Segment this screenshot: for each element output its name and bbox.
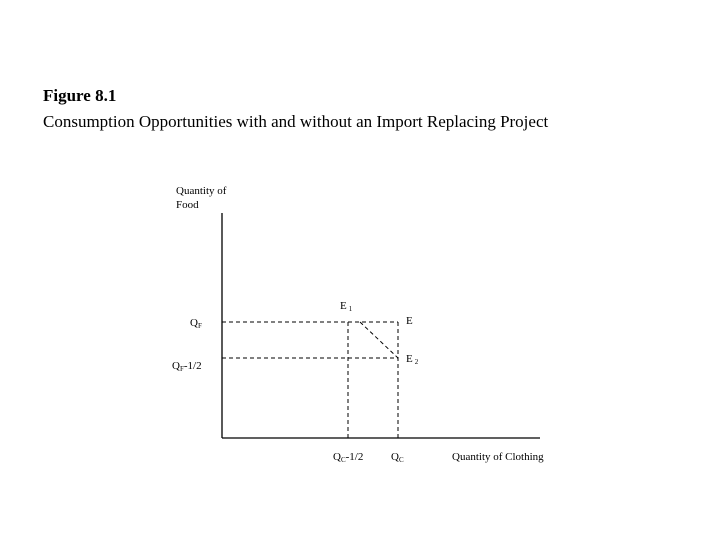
- figure-title: Figure 8.1: [43, 86, 117, 105]
- point-e-label: E: [406, 315, 413, 327]
- y-axis-label-line1: Quantity of: [176, 185, 227, 197]
- figure-subtitle: Consumption Opportunities with and without an Import Replacing Project: [43, 112, 549, 131]
- e1-e2-dashed-line: [360, 322, 398, 358]
- point-e2-label: E 2: [406, 353, 419, 366]
- qf-half-label: QF-1/2: [172, 360, 202, 373]
- y-axis-label-line2: Food: [176, 199, 199, 211]
- point-e1-label: E 1: [340, 300, 353, 313]
- qc-label: QC: [391, 451, 404, 464]
- x-axis-label: Quantity of Clothing: [452, 451, 544, 463]
- qc-half-label: QC-1/2: [333, 451, 364, 464]
- qf-label: QF: [190, 317, 202, 330]
